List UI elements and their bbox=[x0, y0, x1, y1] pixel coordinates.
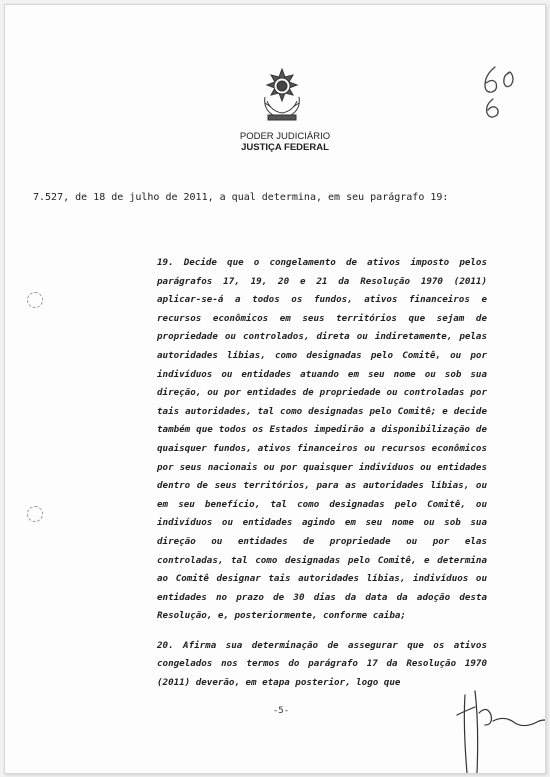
handwritten-signature bbox=[435, 685, 546, 774]
intro-paragraph: 7.527, de 18 de julho de 2011, a qual determina, em seu parágrafo 19: bbox=[33, 192, 449, 203]
issuing-authority bbox=[235, 131, 335, 153]
handwritten-folio-number bbox=[477, 57, 537, 127]
coat-of-arms-icon bbox=[259, 67, 305, 123]
quoted-paragraph-19: 19. Decide que o congelamento de ativos imposto pelos parágrafos 17, 19, 20 e 21 da Resolução 1970 (2011) aplicar-se-á a todos os fundos, ativos financeiros e recursos econômicos em seus territórios que sejam de propriedade ou controlados, direta ou indiretamente, pelas autoridades líbias, como designadas pelo Comitê, ou por indivíduos ou entidades atuando em seu nome ou sob sua direção, ou por entidades de propriedade ou controladas por tais autoridades, tal como designadas pelo Comitê; e decide também que todos os Estados impedirão a disponibilização de quaisquer fundos, ativos financeiros ou recursos econômicos por seus nacionais ou por quaisquer indivíduos ou entidades dentro de seus territórios, para as autoridades líbias, ou em seu benefício, tal como designadas pelo Comitê, ou indivíduos ou entidades agindo em seu nome ou sob sua direção ou entidades de propriedade ou por elas controladas, tal como designadas pelo Comitê, e determina ao Comitê designar tais autoridades líbias, indivíduos ou entidades no prazo de 30 dias da data da adoção desta Resolução, e, posteriormente, conforme caiba; bbox=[157, 257, 487, 622]
punch-hole bbox=[27, 292, 43, 308]
page-number: -5- bbox=[272, 706, 290, 716]
org-name-line1: PODER JUDICIÁRIO bbox=[239, 131, 331, 142]
document-page bbox=[4, 4, 546, 774]
punch-hole bbox=[27, 506, 43, 522]
org-name-line2: JUSTIÇA FEDERAL bbox=[241, 142, 329, 153]
quoted-paragraph-20: 20. Afirma sua determinação de assegurar que os ativos congelados nos termos do parágrafo 17 da Resolução 1970 (2011) deverão, em etapa posterior, logo que bbox=[157, 639, 487, 689]
quoted-resolution bbox=[157, 254, 487, 704]
